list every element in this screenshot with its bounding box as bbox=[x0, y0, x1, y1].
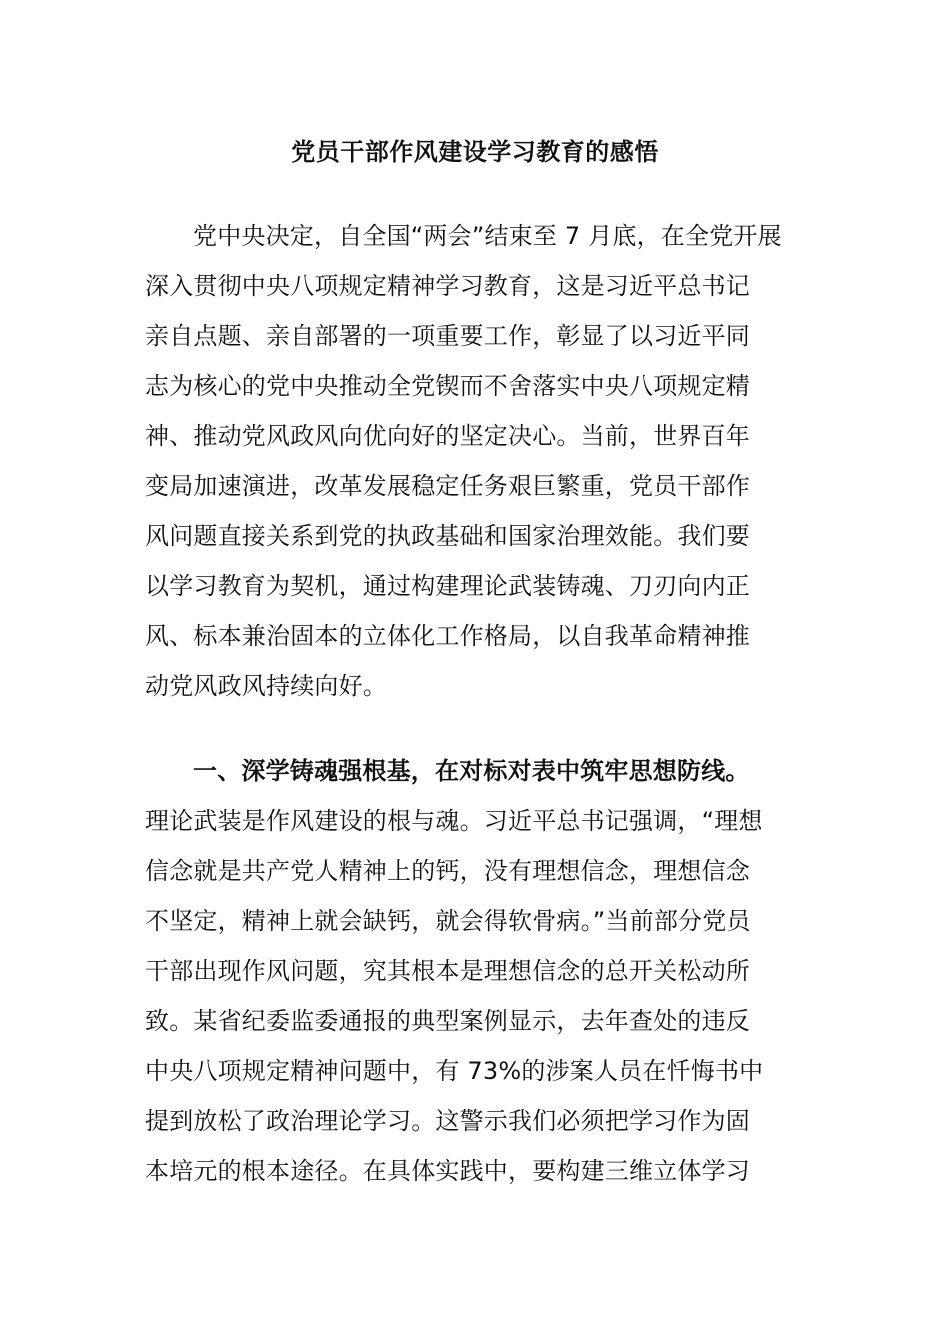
intro-line-8: 以学习教育为契机，通过构建理论武装铸魂、刀刃向内正 bbox=[145, 572, 750, 600]
section-1-line-4: 干部出现作风问题，究其根本是理想信念的总开关松动所 bbox=[145, 957, 750, 985]
section-1-line-2: 信念就是共产党人精神上的钙，没有理想信念，理想信念 bbox=[145, 857, 750, 885]
intro-line-3: 亲自点题、亲自部署的一项重要工作，彰显了以习近平同 bbox=[145, 322, 750, 350]
section-1-line-1: 理论武装是作风建设的根与魂。习近平总书记强调，“理想 bbox=[145, 807, 763, 835]
intro-line-7: 风问题直接关系到党的执政基础和国家治理效能。我们要 bbox=[145, 522, 750, 550]
intro-line-9: 风、标本兼治固本的立体化工作格局，以自我革命精神推 bbox=[145, 622, 750, 650]
section-1-heading: 一、深学铸魂强根基，在对标对表中筑牢思想防线。 bbox=[193, 757, 750, 785]
section-1-line-6: 中央八项规定精神问题中，有 73%的涉案人员在忏悔书中 bbox=[145, 1057, 764, 1085]
intro-line-10: 动党风政风持续向好。 bbox=[145, 672, 387, 700]
section-1-line-3: 不坚定，精神上就会缺钙，就会得软骨病。”当前部分党员 bbox=[145, 907, 751, 935]
intro-line-2: 深入贯彻中央八项规定精神学习教育，这是习近平总书记 bbox=[145, 272, 750, 300]
document-title: 党员干部作风建设学习教育的感悟 bbox=[291, 138, 659, 166]
intro-line-5: 神、推动党风政风向优向好的坚定决心。当前，世界百年 bbox=[145, 422, 750, 450]
intro-line-4: 志为核心的党中央推动全党锲而不舍落实中央八项规定精 bbox=[145, 372, 750, 400]
intro-line-1: 党中央决定，自全国“两会”结束至 7 月底，在全党开展 bbox=[193, 222, 782, 250]
section-1-line-5: 致。某省纪委监委通报的典型案例显示，去年查处的违反 bbox=[145, 1007, 750, 1035]
intro-line-6: 变局加速演进，改革发展稳定任务艰巨繁重，党员干部作 bbox=[145, 472, 750, 500]
section-1-line-7: 提到放松了政治理论学习。这警示我们必须把学习作为固 bbox=[145, 1107, 750, 1135]
section-1-line-8: 本培元的根本途径。在具体实践中，要构建三维立体学习 bbox=[145, 1157, 750, 1185]
